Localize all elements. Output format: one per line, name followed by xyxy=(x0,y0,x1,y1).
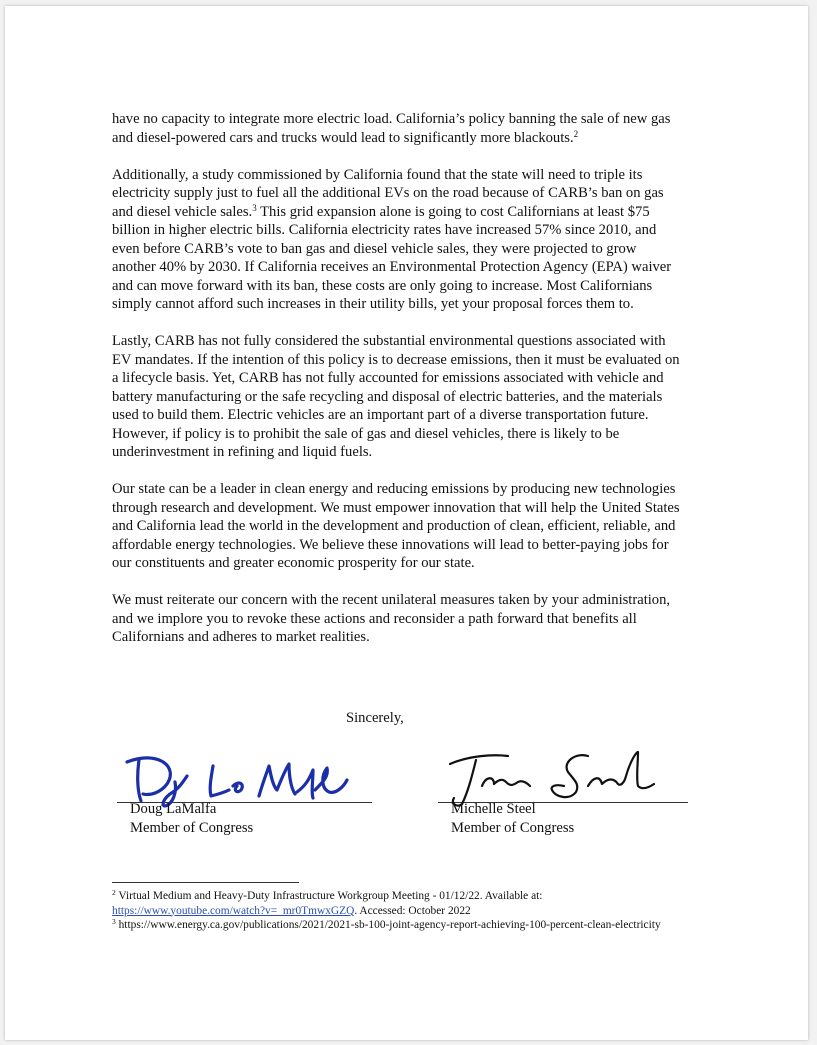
signature-lamalfa xyxy=(117,746,372,808)
signature-block-steel xyxy=(438,746,688,840)
footnote-3 xyxy=(112,918,712,933)
signer-name: Doug LaMalfa xyxy=(130,801,217,817)
footnotes xyxy=(112,889,712,933)
paragraph-environment xyxy=(112,332,722,462)
footnote-text: Virtual Medium and Heavy-Duty Infrastructure Workgroup Meeting - 01/12/22. Available at: xyxy=(118,890,543,902)
paragraph-costs xyxy=(112,166,722,314)
closing-salutation: Sincerely, xyxy=(346,710,404,726)
footnote-divider xyxy=(112,882,299,883)
paragraph-innovation xyxy=(112,480,722,573)
footnote-number: 2 xyxy=(112,888,116,897)
paragraph-text: Additionally, a study commissioned by California found that the state will need to triple its electricity supply just to fuel all the additional EVs on the road because of CARB’s ban on gas and diesel vehicle sales. xyxy=(112,166,664,220)
letter-body xyxy=(112,110,722,665)
footnote-ref-3: 3 xyxy=(252,202,257,213)
paragraph-text: Lastly, CARB has not fully considered the substantial environmental questions associated with EV mandates. If the intention of this policy is to decrease emissions, then it must be evaluated on a lifecycle basis. Yet, CARB has not fully accounted for emissions associated with vehicle and battery manufacturing or the safe recycling and disposal of electric batteries, and the materials used to build them. Electric vehicles are an important part of a diverse transportation future. However, if policy is to prohibit the sale of gas and diesel vehicles, there is likely to be underinvestment in refining and liquid fuels. xyxy=(112,333,680,460)
footnote-url: https://www.energy.ca.gov/publications/2021/2021-sb-100-joint-agency-report-achieving-100-percent-clean-electricity xyxy=(118,919,661,931)
signer-name: Michelle Steel xyxy=(451,801,536,817)
signer-title: Member of Congress xyxy=(451,819,575,836)
footnote-number: 3 xyxy=(112,917,116,926)
paragraph-text: have no capacity to integrate more electric load. California’s policy banning the sale of new gas and diesel-powered cars and trucks would lead to significantly more blackouts. xyxy=(112,111,671,146)
document-page xyxy=(5,6,808,1040)
paragraph-text-continued: This grid expansion alone is going to cost Californians at least $75 billion in higher electric bills. California electricity rates have increased 57% since 2010, and even before CARB’s vote to ban gas and diesel vehicle sales, they were projected to grow another 40% by 2030. If California receives an Environmental Protection Agency (EPA) waiver and can move forward with its ban, these costs are only going to increase. Most Californians simply cannot afford such increases in their utility bills, yet your proposal forces them to. xyxy=(112,203,672,312)
signature-block-lamalfa xyxy=(117,746,372,840)
footnote-link-youtube[interactable]: https://www.youtube.com/watch?v=_mr0TmwxGZQ xyxy=(112,904,355,917)
signature-steel xyxy=(438,746,688,808)
paragraph-conclusion xyxy=(112,591,722,647)
paragraph-blackouts xyxy=(112,110,722,147)
signer-title: Member of Congress xyxy=(130,819,254,836)
footnote-2 xyxy=(112,889,712,918)
paragraph-text: Our state can be a leader in clean energy and reducing emissions by producing new technologies through research and development. We must empower innovation that will help the United States and California lead the world in the development and production of clean, efficient, reliable, and affordable energy technologies. We believe these innovations will lead to better-paying jobs for our constituents and greater economic prosperity for our state. xyxy=(112,481,680,571)
footnote-ref-2: 2 xyxy=(573,128,579,139)
paragraph-text: We must reiterate our concern with the recent unilateral measures taken by your administration, and we implore you to revoke these actions and reconsider a path forward that benefits all Californians and adheres to market realities. xyxy=(112,592,671,645)
footnote-accessed: . Accessed: October 2022 xyxy=(354,904,471,917)
